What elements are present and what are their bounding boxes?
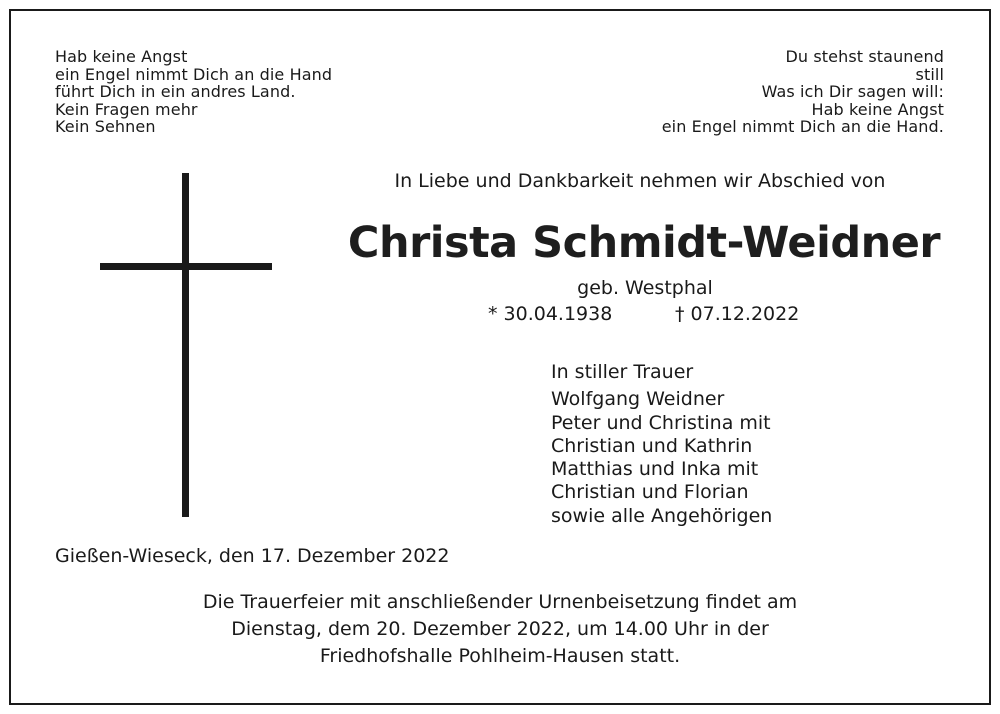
poem-left-line: führt Dich in ein andres Land. xyxy=(55,82,296,102)
poem-right-line: still xyxy=(915,64,944,84)
ceremony-line: Die Trauerfeier mit anschließender Urnenbeisetzung findet am xyxy=(202,591,798,613)
mourner-name: Christian und Kathrin xyxy=(551,434,753,457)
place-date: Gießen-Wieseck, den 17. Dezember 2022 xyxy=(55,545,450,567)
ceremony-info xyxy=(120,589,880,670)
maiden-name: geb. Westphal xyxy=(577,277,713,299)
poem-left-line: Hab keine Angst xyxy=(55,47,188,66)
mourner-name: Wolfgang Weidner xyxy=(551,388,725,411)
birth-date: * 30.04.1938 xyxy=(488,303,613,325)
mourner-name: sowie alle Angehörigen xyxy=(551,504,773,527)
poem-left-line: Kein Fragen mehr xyxy=(55,99,198,119)
poem-right xyxy=(662,48,944,136)
death-date: † 07.12.2022 xyxy=(675,303,800,325)
mourner-name: Peter und Christina mit xyxy=(551,411,771,434)
deceased-name: Christa Schmidt-Weidner xyxy=(347,218,941,268)
poem-left-line: ein Engel nimmt Dich an die Hand xyxy=(55,64,333,84)
mourners-block xyxy=(551,361,772,528)
cross-horizontal-bar xyxy=(100,263,272,270)
poem-right-line: Du stehst staunend xyxy=(785,47,944,66)
poem-right-line: Hab keine Angst xyxy=(811,99,944,119)
poem-right-line: ein Engel nimmt Dich an die Hand. xyxy=(661,117,944,137)
poem-left-line: Kein Sehnen xyxy=(55,117,156,137)
mourner-name: Matthias und Inka mit xyxy=(551,458,759,481)
farewell-intro: In Liebe und Dankbarkeit nehmen wir Abschied von xyxy=(394,170,886,192)
cross-vertical-bar xyxy=(182,173,189,517)
poem-right-line: Was ich Dir sagen will: xyxy=(761,82,944,102)
ceremony-line: Dienstag, dem 20. Dezember 2022, um 14.00 Uhr in der xyxy=(231,618,769,640)
poem-left xyxy=(55,48,332,136)
mourner-name: Christian und Florian xyxy=(551,481,749,504)
mourners-heading: In stiller Trauer xyxy=(551,361,694,383)
ceremony-line: Friedhofshalle Pohlheim-Hausen statt. xyxy=(319,645,681,667)
